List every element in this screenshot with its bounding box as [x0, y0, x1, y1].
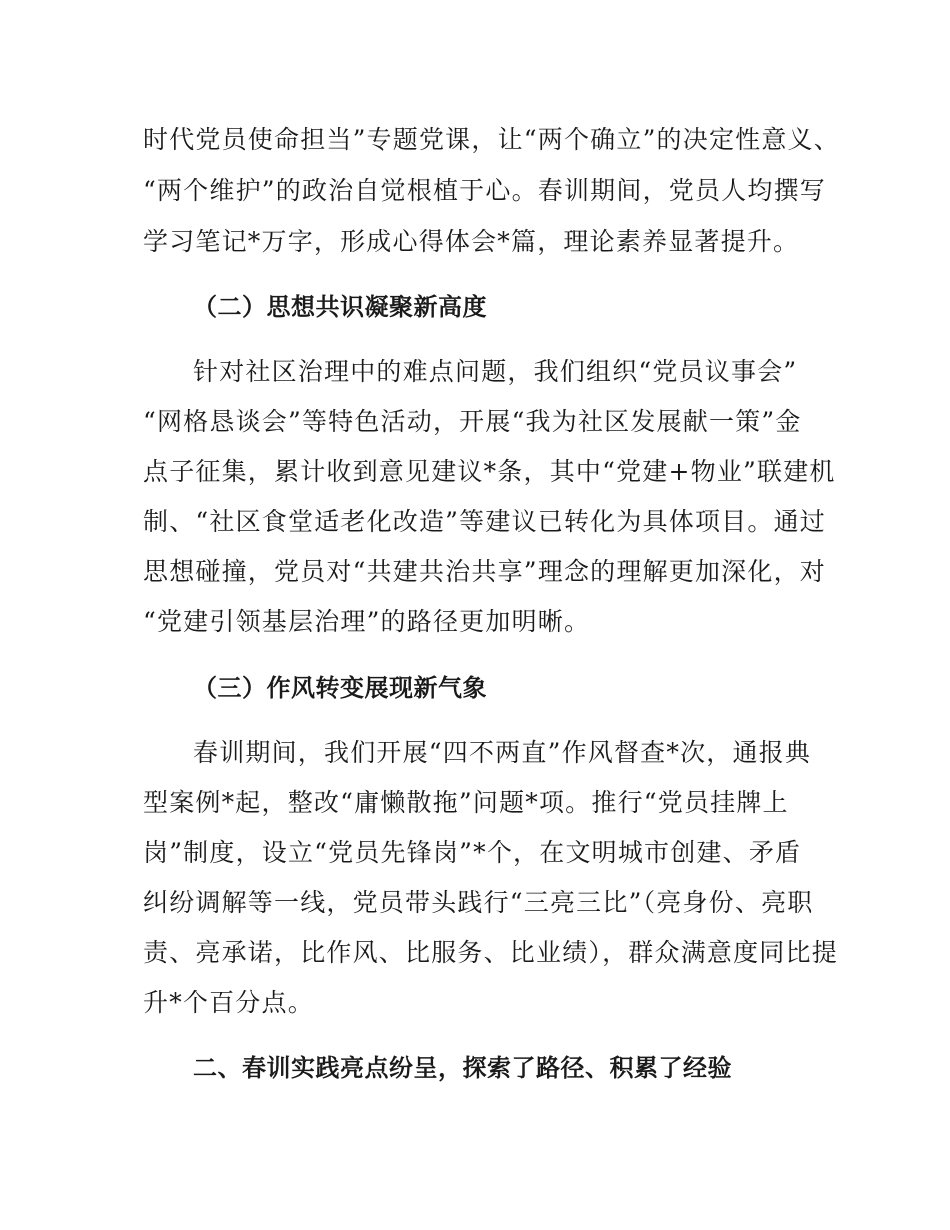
paragraph-line: 升*个百分点。	[143, 988, 314, 1017]
paragraph-line: “两个维护”的政治自觉根植于心。春训期间，党员人均撰写	[143, 176, 826, 205]
paragraph-line: 制、“社区食堂适老化改造”等建议已转化为具体项目。通过	[143, 507, 826, 536]
paragraph-line: 思想碰撞，党员对“共建共治共享”理念的理解更加深化，对	[143, 557, 826, 586]
paragraph-line: “党建引领基层治理”的路径更加明晰。	[143, 607, 591, 636]
paragraph-line: 纠纷调解等一线，党员带头践行“三亮三比”（亮身份、亮职	[143, 888, 814, 917]
paragraph-line: 型案例*起，整改“庸懒散拖”问题*项。推行“党员挂牌上	[143, 788, 789, 817]
paragraph-line: “网格恳谈会”等特色活动，开展“我为社区发展献一策”金	[143, 407, 802, 436]
section-heading-3: （三）作风转变展现新气象	[193, 674, 487, 702]
paragraph-line: 时代党员使命担当”专题党课，让“两个确立”的决定性意义、	[143, 125, 840, 154]
paragraph-line: 岗”制度，设立“党员先锋岗”*个，在文明城市创建、矛盾	[143, 838, 802, 867]
paragraph-line: 春训期间，我们开展“四不两直”作风督查*次，通报典	[193, 738, 812, 767]
paragraph-line: 点子征集，累计收到意见建议*条，其中“党建+物业”联建机	[143, 457, 836, 486]
paragraph-line: 针对社区治理中的难点问题，我们组织“党员议事会”	[193, 357, 798, 386]
section-heading-2: （二）思想共识凝聚新高度	[193, 293, 487, 321]
paragraph-line: 责、亮承诺，比作风、比服务、比业绩），群众满意度同比提	[143, 938, 838, 967]
paragraph-line: 学习笔记*万字，形成心得体会*篇，理论素养显著提升。	[143, 227, 800, 256]
chapter-heading-2: 二、春训实践亮点纷呈，探索了路径、积累了经验	[193, 1054, 732, 1082]
